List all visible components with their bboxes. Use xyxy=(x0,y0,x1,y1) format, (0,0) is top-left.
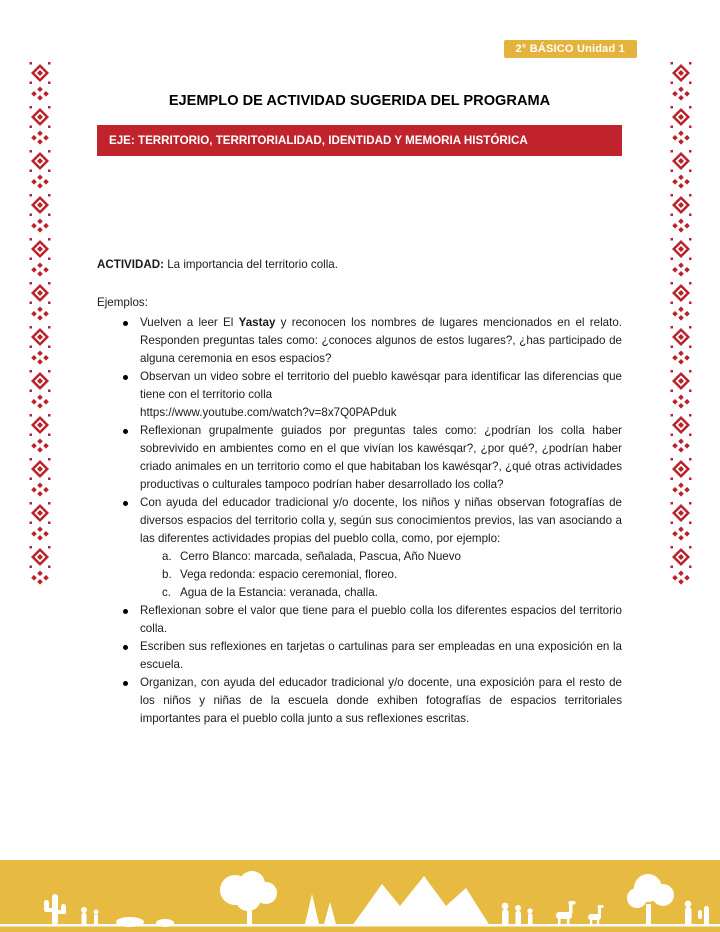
video-url[interactable]: https://www.youtube.com/watch?v=8x7Q0PAPduk xyxy=(140,406,397,419)
decorative-left-border-pattern xyxy=(29,62,51,589)
sub-list-text: Agua de la Estancia: veranada, challa. xyxy=(180,586,378,599)
left-border-fill xyxy=(29,62,51,589)
eje-banner: EJE: TERRITORIO, TERRITORIALIDAD, IDENTIDAD Y MEMORIA HISTÓRICA xyxy=(97,125,622,156)
sub-list-marker: c. xyxy=(162,586,172,599)
bullet-text: Vuelven a leer El xyxy=(140,316,239,329)
shrub-icon xyxy=(156,919,174,927)
bullet-item xyxy=(97,602,622,638)
bullet-item xyxy=(97,638,622,674)
bullet-text: Escriben sus reflexiones en tarjetas o cartulinas para ser empleadas en una exposición en la escuela. xyxy=(140,640,622,671)
bullet-item xyxy=(97,314,622,368)
decorative-right-border-pattern xyxy=(670,62,692,589)
unit-badge: 2° BÁSICO Unidad 1 xyxy=(504,40,637,58)
activity-text: La importancia del territorio colla. xyxy=(163,258,338,271)
bullet-item xyxy=(97,674,622,728)
sub-list-text: Cerro Blanco: marcada, señalada, Pascua, Año Nuevo xyxy=(180,550,461,563)
bullet-list xyxy=(97,314,622,728)
sub-list-item xyxy=(140,548,622,566)
bullet-text: Organizan, con ayuda del educador tradicional y/o docente, una exposición para el resto de los niños y niñas de la escuela donde exhiben fotografías de espacios territoriales importantes para el pueblo colla junto a sus reflexiones escritas. xyxy=(140,676,622,725)
sub-list-item xyxy=(140,584,622,602)
bullet-text: Yastay xyxy=(238,316,276,329)
bullet-text: Reflexionan grupalmente guiados por preguntas tales como: ¿podrían los colla haber sobrevivido en ambientes como en el que vivían los kawésqar?, ¿por qué?, ¿podrían haber criado animales en un territorio como el que habitaban los kawésqar?, ¿qué otras actividades productivas o culturales tampoco podrían haber desarrollado los colla? xyxy=(140,424,622,491)
shrub-icon xyxy=(116,917,144,927)
sub-list-marker: a. xyxy=(162,550,172,563)
examples-heading: Ejemplos: xyxy=(97,296,148,309)
person-icon xyxy=(685,901,692,926)
bullet-text: Reflexionan sobre el valor que tiene para el pueblo colla los diferentes espacios del territorio colla. xyxy=(140,604,622,635)
bullet-text: Con ayuda del educador tradicional y/o docente, los niños y niñas observan fotografías de diversos espacios del territorio colla y, según sus conocimientos previos, las van asociando a las diferentes actividades propias del pueblo colla, como, por ejemplo: xyxy=(140,496,622,545)
footer-band xyxy=(0,860,720,932)
sub-list-item xyxy=(140,566,622,584)
bullet-item xyxy=(97,368,622,422)
right-border-fill xyxy=(670,62,692,589)
bullet-item xyxy=(97,494,622,602)
bullet-text: y reconocen los nombres de lugares mencionados en el relato. Responden preguntas tales como: ¿conoces algunos de estos lugares?, ¿has participado de alguna ceremonia en esos espacios? xyxy=(140,316,622,365)
document-body xyxy=(97,0,622,728)
activity-label: ACTIVIDAD: xyxy=(97,258,164,271)
sub-list-marker: b. xyxy=(162,568,172,581)
activity-line xyxy=(97,256,622,274)
bullet-item xyxy=(97,422,622,494)
bullet-text: Observan un video sobre el territorio del pueblo kawésqar para identificar las diferencias que tiene con el territorio colla xyxy=(140,370,622,401)
sub-list-text: Vega redonda: espacio ceremonial, floreo. xyxy=(180,568,398,581)
page-title: EJEMPLO DE ACTIVIDAD SUGERIDA DEL PROGRAMA xyxy=(168,93,551,109)
